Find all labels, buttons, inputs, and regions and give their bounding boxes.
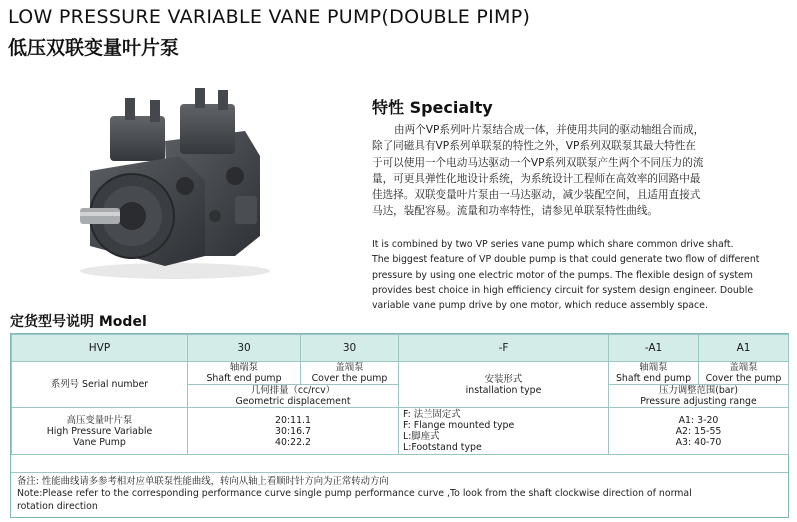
header-cover-size: 30 [301, 335, 399, 362]
shaft-end-pump-cell: 轴端泵 Shaft end pump [188, 362, 301, 385]
model-table [10, 333, 789, 518]
specialty-chinese-text: 由两个VP系列叶片泵结合成一体，并使用共同的驱动轴组合而成， 除了同磁具有VP系列单联泵的特性之外，VP系列双联泵其最大特性在 于可以使用一个电动马达驱动一个VP系列双联泵产生两个不同压力的流 量，可更具弹性化地设计系统，为系统设计工程师在高效率的回路中最 佳选择。双联变量叶片泵由一马达驱动，减少装配空间，且适用直接式 马达，装配容易。流量和功率特性，请参见单联泵特性曲线。 [372, 124, 705, 218]
geometric-displacement-cell: 几何排量（cc/rcv） Geometric displacement [188, 385, 399, 408]
title-english: LOW PRESSURE VARIABLE VANE PUMP(DOUBLE PIMP) [8, 6, 531, 28]
title-chinese: 低压双联变量叶片泵 [8, 37, 180, 59]
installation-type-cell: 安装形式 installation type [399, 362, 609, 408]
note-text: 备注: 性能曲线请多参考相对应单联泵性能曲线，转向从轴上看顺时针方向为正常转动方向 Note:Please refer to the corresponding performance curve single pump performance curve ,To look from the shaft clockwise direction of normal rotation direction [11, 472, 788, 517]
cover-pump-cell-2: 盖端泵 Cover the pump [699, 362, 789, 385]
header-hvp: HVP [12, 335, 188, 362]
model-code-table [11, 334, 789, 455]
specialty-heading: 特性 Specialty [372, 98, 493, 117]
displacement-values-cell: 20:11.1 30:16.7 40:22.2 [188, 408, 399, 455]
specialty-english-text: It is combined by two VP series vane pump which share common drive shaft. The biggest feature of VP double pump is that could generate two flow of different pressure by using one electric motor of the pumps. The flexible design of system provides best choice in high efficiency circuit for system design engineer. Double variable vane pump drive by one motor, which reduce assembly space. [372, 239, 760, 312]
pump-description-cell: 高压变量叶片泵 High Pressure Variable Vane Pump [12, 408, 188, 455]
serial-number-label: 系列号 Serial number [12, 362, 188, 408]
pressure-values-cell: A1: 3-20 A2: 15-55 A3: 40-70 [609, 408, 789, 455]
model-heading: 定货型号说明 Model [10, 314, 147, 330]
cover-pump-cell: 盖端泵 Cover the pump [301, 362, 399, 385]
installation-values-cell: F: 法兰固定式 F: Flange mounted type L:脚座式 L:Footstand type [399, 408, 609, 455]
header-shaft-pressure: -A1 [609, 335, 699, 362]
header-cover-pressure: A1 [699, 335, 789, 362]
pressure-range-cell: 压力调整范围(bar) Pressure adjusting range [609, 385, 789, 408]
header-mount: -F [399, 335, 609, 362]
header-shaft-size: 30 [188, 335, 301, 362]
pump-photo [70, 86, 270, 286]
shaft-end-pump-cell-2: 轴端泵 Shaft end pump [609, 362, 699, 385]
